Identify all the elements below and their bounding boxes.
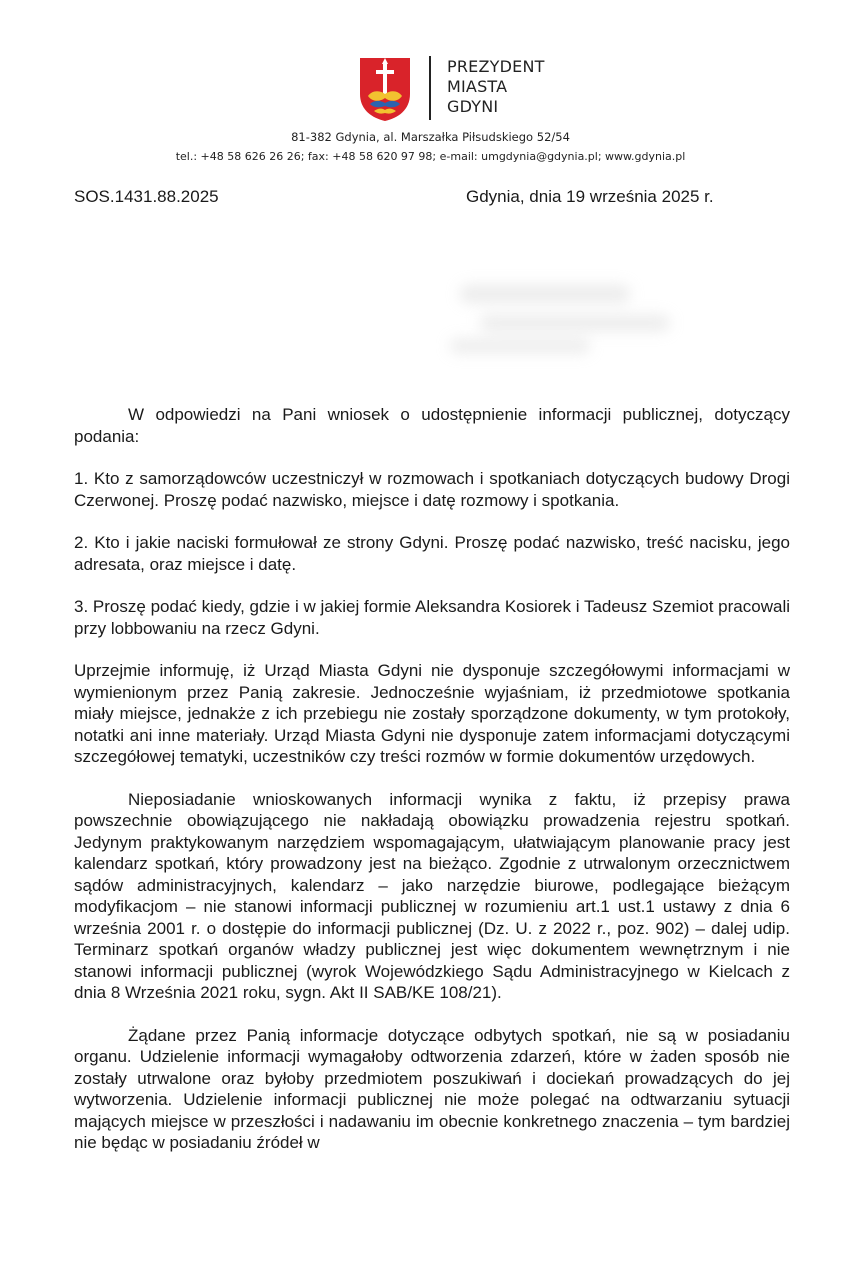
answer-paragraph: Uprzejmie informuję, iż Urząd Miasta Gdyni nie dysponuje szczegółowymi informacjami w wymienionym przez Panią zakresie. Jednocześnie wyjaśniam, iż przedmiotowe spotkania miały miejsce, jednakże z ich przebiegu nie zostały sporządzone dokumenty, w tym protokoły, notatki ani inne materiały. Urząd Miasta Gdyni nie dysponuje zatem informacjami dotyczącymi szczegółowej tematyki, uczestników czy treści rozmów w formie dokumentów urzędowych. <box>74 661 790 766</box>
letter-date: Gdynia, dnia 19 września 2025 r. <box>466 187 714 206</box>
letter-body <box>74 404 790 1175</box>
reference-number: SOS.1431.88.2025 <box>74 187 219 206</box>
conclusion-paragraph: Żądane przez Panią informacje dotyczące odbytych spotkań, nie są w posiadaniu organu. Udzielenie informacji wymagałoby odtworzenia zdarzeń, które w żaden sposób nie zostały utrwalone oraz byłoby przedmiotem poszukiwań i dociekań prowadzących do jej wytworzenia. Udzielenie informacji publicznej nie może polegać na odtwarzaniu sytuacji mających miejsce w przeszłości i nadawaniu im obecnie konkretnego znaczenia – tym bardziej nie będąc w posiadaniu źródeł w <box>74 1025 790 1152</box>
question-paragraph: 2. Kto i jakie naciski formułował ze strony Gdyni. Proszę podać nazwisko, treść nacisku, jego adresata, oraz miejsce i datę. <box>74 533 790 574</box>
office-contact: tel.: +48 58 626 26 26; fax: +48 58 620 97 98; e-mail: umgdynia@gdynia.pl; www.gdynia.pl <box>175 150 686 163</box>
reasoning-paragraph: Nieposiadanie wnioskowanych informacji wynika z faktu, iż przepisy prawa powszechnie obowiązującego nie nakładają obowiązku prowadzenia rejestru spotkań. Jedynym praktykowanym narzędziem wspomagającym, ułatwiającym planowanie pracy jest kalendarz spotkań, który prowadzony jest na bieżąco. Zgodnie z utrwalonym orzecznictwem sądów administracyjnych, kalendarz – jako narzędzie biurowe, podlegające bieżącym modyfikacjom – nie stanowi informacji publicznej w rozumieniu art.1 ust.1 ustawy z dnia 6 września 2001 r. o dostępie do informacji publicznej (Dz. U. z 2022 r., poz. 902) – dalej udip. Terminarz spotkań organów władzy publicznej jest więc dokumentem wewnętrznym i nie stanowi informacji publicznej (wyrok Wojewódzkiego Sądu Administracyjnego w Kielcach z dnia 8 Września 2021 roku, sygn. Akt II SAB/KE 108/21). <box>74 789 790 1002</box>
redacted-addressee <box>440 275 680 365</box>
gdynia-coat-of-arms-icon <box>358 56 412 122</box>
office-title <box>447 57 545 117</box>
letterhead-divider <box>429 56 431 120</box>
intro-paragraph: W odpowiedzi na Pani wniosek o udostępnienie informacji publicznej, dotyczący podania: <box>74 405 790 446</box>
question-paragraph: 1. Kto z samorządowców uczestniczył w rozmowach i spotkaniach dotyczących budowy Drogi Czerwonej. Proszę podać nazwisko, miejsce i datę rozmowy i spotkania. <box>74 469 790 510</box>
question-paragraph: 3. Proszę podać kiedy, gdzie i w jakiej formie Aleksandra Kosiorek i Tadeusz Szemiot pracowali przy lobbowaniu na rzecz Gdyni. <box>74 597 790 638</box>
office-title-line: GDYNI <box>447 97 499 116</box>
office-title-line: MIASTA <box>447 77 508 96</box>
office-title-line: PREZYDENT <box>447 57 545 76</box>
office-address: 81-382 Gdynia, al. Marszałka Piłsudskiego 52/54 <box>291 130 570 144</box>
